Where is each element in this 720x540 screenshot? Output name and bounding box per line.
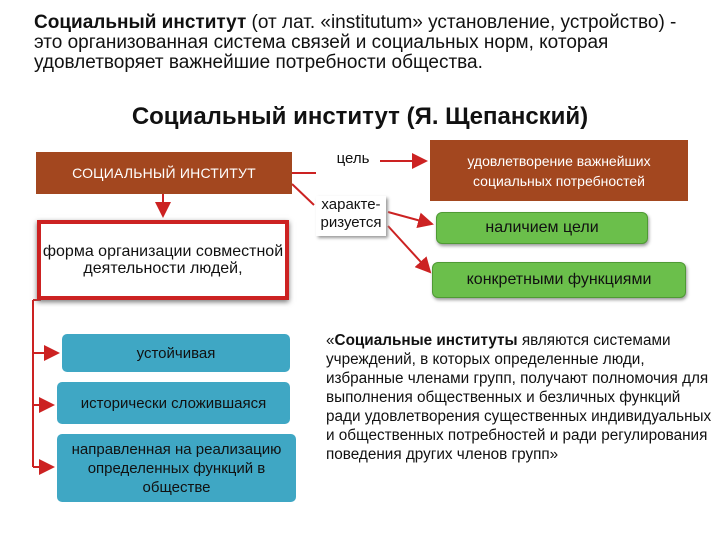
- need-box: удовлетворение важнейших социальных потребностей: [430, 140, 688, 201]
- arrow-to-goal-feature: [388, 212, 432, 224]
- arrow-to-func-feature: [388, 226, 430, 272]
- institute-box: СОЦИАЛЬНЫЙ ИНСТИТУТ: [36, 152, 292, 194]
- page-subtitle: Социальный институт (Я. Щепанский): [131, 103, 589, 130]
- quote-text: являются системами учреждений, в которых определенные люди, избранные членами групп, получают полномочия для выполнения общественных и безличных функций ради удовлетворения существенных индивидуальных и общественных потребностей и ради регулирования поведения других членов групп»: [326, 332, 712, 463]
- goal-label: цель: [336, 150, 370, 167]
- quote-term: Социальные институты: [334, 332, 518, 349]
- definition-paragraph: [34, 13, 704, 73]
- directed-box: направленная на реализацию определенных функций в обществе: [57, 434, 296, 502]
- definition-term: Социальный институт: [34, 12, 247, 33]
- form-box: форма организации совместной деятельности людей,: [37, 220, 289, 300]
- arrow-to-char: [292, 184, 314, 205]
- historical-box: исторически сложившаяся: [57, 382, 290, 424]
- quote-paragraph: «Социальные институты являются системами учреждений, в которых определенные люди, избранные членами групп, получают полномочия для выполнения общественных и безличных функций ради удовлетворения существенных индивидуальных и общественных потребностей и ради регулирования поведения других членов групп»: [326, 332, 712, 463]
- function-feature-box: конкретными функциями: [432, 262, 686, 298]
- characterized-label: характе- ризуется: [316, 196, 386, 236]
- goal-feature-box: наличием цели: [436, 212, 648, 244]
- stable-box: устойчивая: [62, 334, 290, 372]
- definition-text: (от лат. «institutum» установление, устройство) - это организованная система связей и социальных норм, которая удовлетворяет важнейшие потребности общества.: [34, 12, 677, 73]
